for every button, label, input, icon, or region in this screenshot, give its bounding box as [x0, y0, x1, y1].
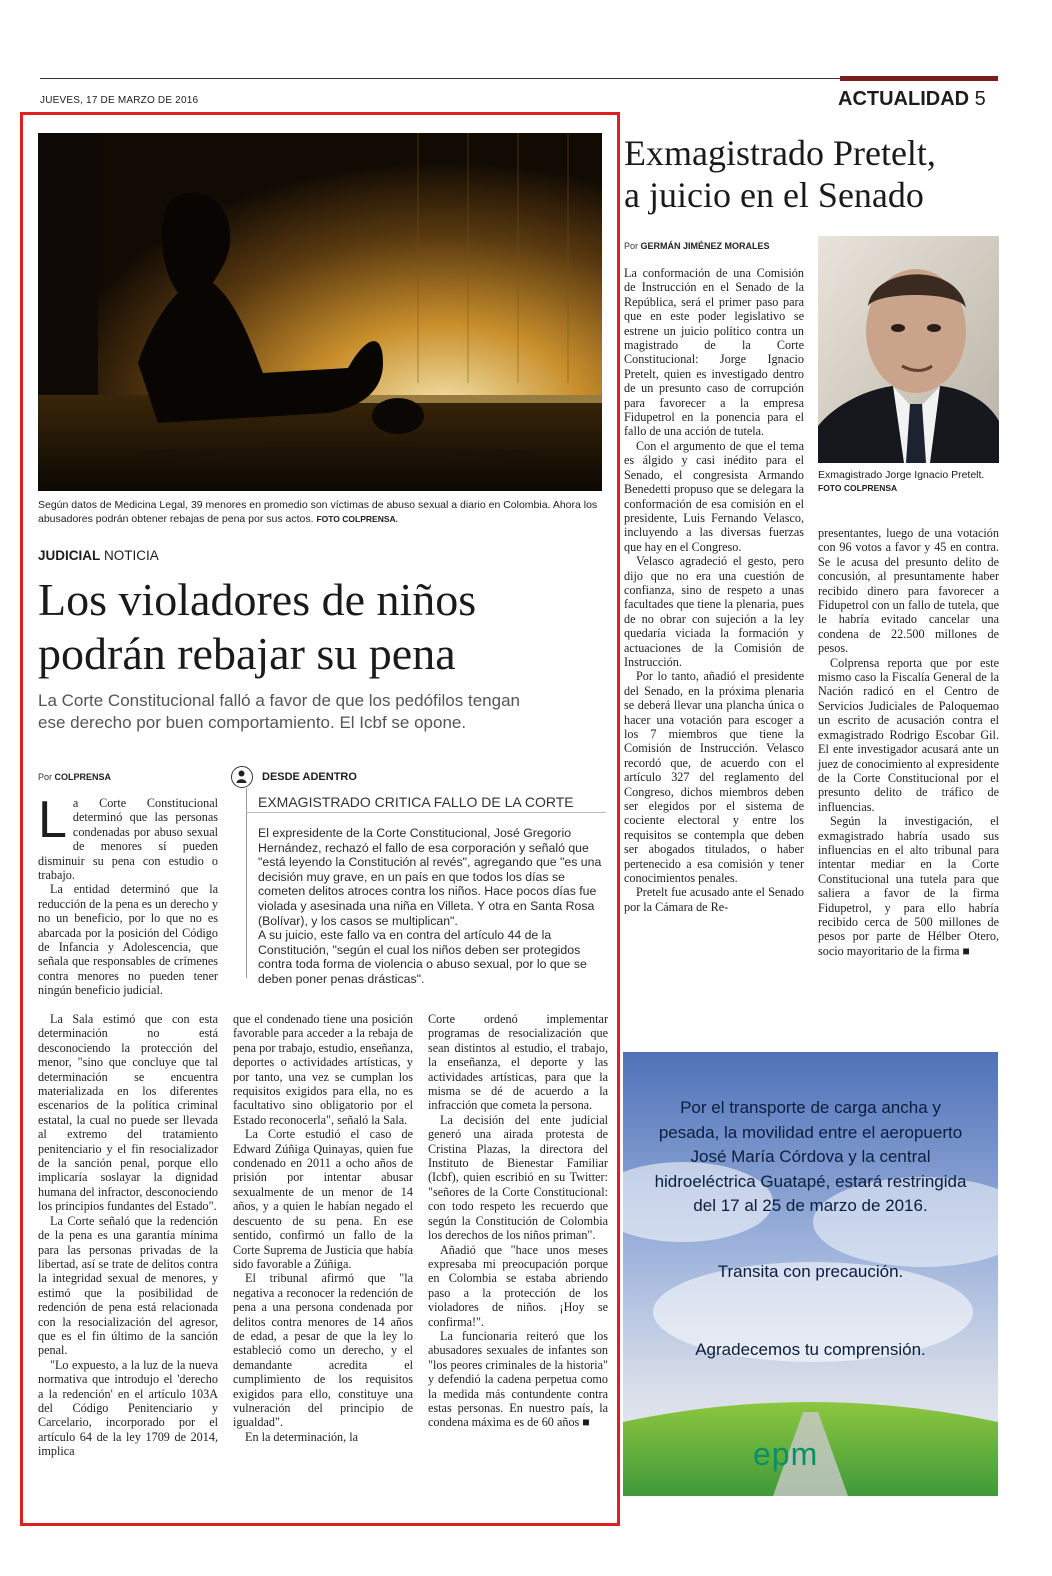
second-colA: [624, 266, 804, 914]
paragraph: Corte ordenó implementar programas de resocialización que sean distintos al estudio, el trabajo, la enseñanza, el deporte y las actividades artísticas, para que la misma se dé de acuerdo a la infracción que cometa la persona.: [428, 1012, 608, 1113]
second-headline-line-1: Exmagistrado Pretelt,: [624, 133, 936, 173]
second-headline-line-2: a juicio en el Senado: [624, 175, 924, 215]
paragraph: La Corte señaló que la redención de la pena es una garantía mínima para las personas privadas de la libertad, así se trate de delitos contra la integridad sexual de menores, y estimó que la posibilidad de redención de pena está relacionada con la resocialización del agresor, que es el fin último de la sanción penal.: [38, 1213, 218, 1358]
paragraph: Añadió que "hace unos meses expresaba mi preocupación porque en Colombia se estaba abriendo paso a la protección de los violadores de niños. ¡Hoy se confirma!".: [428, 1242, 608, 1329]
headline-line-1: Los violadores de niños: [38, 574, 477, 625]
ad-caution: Transita con precaución.: [717, 1262, 904, 1281]
paragraph: En la determinación, la: [245, 1429, 359, 1444]
paragraph: Según la investigación, el exmagistrado habría usado sus influencias en el alto tribunal para intentar mediar en la Corte Constitucional una tutela para que saliera a favor de la firma Fidupetrol, y para ello habría recibido cerca de 500 millones de pesos por parte de Hélber Otero, socio mayoritario de la firma ■: [818, 814, 999, 958]
sidebar-paragraph: El expresidente de la Corte Constitucional, José Gregorio Hernández, rechazó el fallo de esa corporación y señaló que "está leyendo la Constitución al revés", agregando que "es una decisión muy grave, en un país en que todos los días se cometen delitos atroces contra los niños. Hace pocos días fue violada y asesinada una niña en Villeta. Y otra en Santa Rosa (Bolívar), y los casos se multiplican".: [258, 826, 602, 928]
paragraph: presentantes, luego de una votación con 96 votos a favor y 45 en contra. Se le acusa del presunto delito de concusión, al presuntamente haber recibido dinero para favorecer a Fidupetrol con un fallo de tutela, que le habría evitado cancelar una condena de 22.500 millones de pesos.: [818, 526, 999, 656]
second-byline: [624, 241, 770, 251]
epm-logo: epm: [753, 1436, 819, 1472]
kicker-type: NOTICIA: [104, 548, 159, 563]
paragraph: La conformación de una Comisión de Instrucción en el Senado de la República, será el primer paso para que en este poder legislativo se estrene un juicio político contra un magistrado de la Corte Constitucional: Jorge Ignacio Pretelt, quien es investigado dentro de un presunto caso de corrupción para favorecer a la empresa Fidupetrol en la ponencia para el fallo de una acción de tutela.: [624, 266, 804, 439]
paragraph: La entidad determinó que la reducción de la pena es un derecho y no un beneficio, por lo que no es abarcada por la posición del Código de Infancia y Adolescencia, que señala que responsables de crímenes contra menores no pueden tener ningún beneficio judicial.: [38, 882, 218, 998]
paragraph: La Sala estimó que con esta determinación no está desconociendo la protección del menor, "sino que concluye que tal determinación se encuentra materializada en los diferentes escenarios de la política criminal estatal, la cual no puede ser llevada al extremo del tratamiento penitenciario y el fin resocializador de la sanción penal, porque ello implicaría soslayar la dignidad humana del infractor, desconociendo los principios fundantes del Estado".: [38, 1012, 218, 1214]
ad-line: pesada, la movilidad entre el aeropuerto: [658, 1122, 963, 1142]
deck-line-1: La Corte Constitucional falló a favor de que los pedófilos tengan: [38, 691, 520, 710]
paragraph: Velasco agradeció el gesto, pero dijo que no era una cuestión de confianza, sino de respeto a unas facultades que tiene la plenaria, pues de no obrar con sujeción a la ley quedaría viciada la formación y actuaciones de la Comisión de Instrucción.: [624, 554, 804, 669]
paragraph: La decisión del ente judicial generó una airada protesta de Cristina Plazas, la directora del Instituto de Bienestar Familiar (Icbf), quien escribió en su Twitter: "señores de la Corte Constitucional: con todo respeto les recuerdo que según la Constitución de Colombia los derechos de los niños priman".: [428, 1112, 608, 1243]
ad-line: del 17 al 25 de marzo de 2016.: [693, 1196, 928, 1215]
section-header: [838, 88, 986, 111]
second-colB: [818, 526, 999, 958]
paragraph: a Corte Constitucional determinó que las personas condenadas por abuso sexual de menores sí pueden disminuir su pena con estudio o trabajo.: [38, 796, 218, 883]
ad-message: [623, 1096, 998, 1219]
paragraph: El tribunal afirmó que "la negativa a reconocer la redención de pena a una persona condenada por delitos contra menores de 14 años de edad, a pesar de que la ley lo estableció como un derecho, y el demandante acredita el cumplimiento de los requisitos exigidos para ello, constituye una vulneración del principio de igualdad".: [233, 1271, 413, 1430]
paragraph: Pretelt fue acusado ante el Senado por la Cámara de Re-: [624, 885, 804, 914]
paragraph: Colprensa reporta que por este mismo caso la Fiscalía General de la Nación radicó en el Centro de Servicios Judiciales de Paloquemao un escrito de acusación contra el exmagistrado Rodrigo Escobar Gil. El ente investigador acusará ante un juez de conocimiento al expresidente de la Corte Constitucional por el presunto delito de tráfico de influencias.: [818, 655, 999, 814]
kicker-category: JUDICIAL: [38, 548, 101, 563]
paragraph: que el condenado tiene una posición favorable para acceder a la rebaja de pena por trabajo, estudio, enseñanza, deportes o actividades artísticas, y por tanto, una vez se cumplan los requisitos exigidos para ella, no es facultativo sino obligatorio por el Estado reconocerla", señaló la Sala.: [233, 1012, 413, 1127]
sidebar-label: DESDE ADENTRO: [262, 771, 357, 783]
ad-thanks: Agradecemos tu comprensión.: [695, 1340, 926, 1359]
pretelt-portrait-photo: [818, 236, 999, 463]
ad-line: Por el transporte de carga ancha y: [680, 1098, 941, 1117]
paragraph: La funcionaria reiteró que los abusadores sexuales de infantes son "los peores criminales de la historia" y defendió la cadena perpetua como la medida más contundente contra estas personas. En nuestro país, la condena máxima es de 60 años ■: [428, 1328, 608, 1430]
epm-advertisement: [623, 1052, 998, 1496]
drop-cap: L: [38, 791, 67, 849]
second-photo-caption: [818, 469, 999, 495]
headline-line-2: podrán rebajar su pena: [38, 628, 456, 679]
sidebar-paragraph: A su juicio, este fallo va en contra del artículo 44 de la Constitución, "según el cual los niños deben ser protegidos contra toda forma de violencia o abuso sexual, por lo que se deben poner penas drásticas".: [258, 928, 587, 986]
byline-author: GERMÁN JIMÉNEZ MORALES: [640, 241, 770, 251]
photo-credit: FOTO COLPRENSA.: [316, 514, 398, 524]
caption-text: Según datos de Medicina Legal, 39 menores en promedio son víctimas de abuso sexual a diario en Colombia. Ahora los abusadores podrán obtener rebajas de pena por sus actos.: [38, 499, 598, 525]
ad-line: hidroeléctrica Guatapé, estará restringida: [654, 1171, 967, 1191]
paragraph: "Lo expuesto, a la luz de la nueva normativa que introdujo el 'derecho a la redención' en el artículo 103A del Código Penitenciario y Carcelario, incorporado por el artículo 64 de la ley 1709 de 2014, implica: [38, 1357, 218, 1459]
page-number: 5: [974, 88, 986, 110]
second-headline: [624, 132, 1004, 216]
section-name: ACTUALIDAD: [838, 88, 970, 110]
byline-author: COLPRENSA: [54, 772, 112, 782]
sidebar-title: EXMAGISTRADO CRITICA FALLO DE LA CORTE: [258, 794, 574, 810]
deck-line-2: ese derecho por buen comportamiento. El Icbf se opone.: [38, 713, 467, 732]
highlight-box: [20, 112, 620, 1526]
paragraph: La Corte estudió el caso de Edward Zúñiga Quinayas, quien fue condenado en 2011 a ocho años de prisión por intentar abusar sexualmente de un menor de 14 años, y a quien le habían negado el descuento de su pena. En ese sentido, confirmó un fallo de la Corte Suprema de Justicia que había sido favorable a Zúñiga.: [233, 1127, 413, 1271]
byline-prefix: Por: [624, 241, 639, 251]
paragraph: Por lo tanto, añadió el presidente del Senado, en la próxima plenaria se deberá llevar una plancha única o hacer una votación para escoger a los 7 miembros que tiene la Comisión de Instrucción. Velasco recordó que, de acuerdo con el artículo 327 del reglamento del Congreso, dichos miembros deben ser elegidos por el sistema de cociente electoral y entre los requisitos se contempla que deben ser abogados titulados, o haber pertenecido a esa comisión y tener conocimientos penales.: [624, 669, 804, 886]
photo-credit: FOTO COLPRENSA: [818, 483, 898, 493]
byline-prefix: Por: [38, 772, 53, 782]
dateline: JUEVES, 17 DE MARZO DE 2016: [40, 95, 199, 106]
section-color-bar: [840, 76, 998, 81]
ad-line: José María Córdova y la central: [690, 1147, 931, 1166]
caption-text: Exmagistrado Jorge Ignacio Pretelt.: [818, 469, 985, 481]
paragraph: Con el argumento de que el tema es álgido y casi inédito para el Senado, el congresista Armando Benedetti propuso que se delegara la conformación de esa comisión en el presidente, Luis Fernando Velasco, incluyendo a las diversas fuerzas que hay en el Congreso.: [624, 438, 804, 554]
